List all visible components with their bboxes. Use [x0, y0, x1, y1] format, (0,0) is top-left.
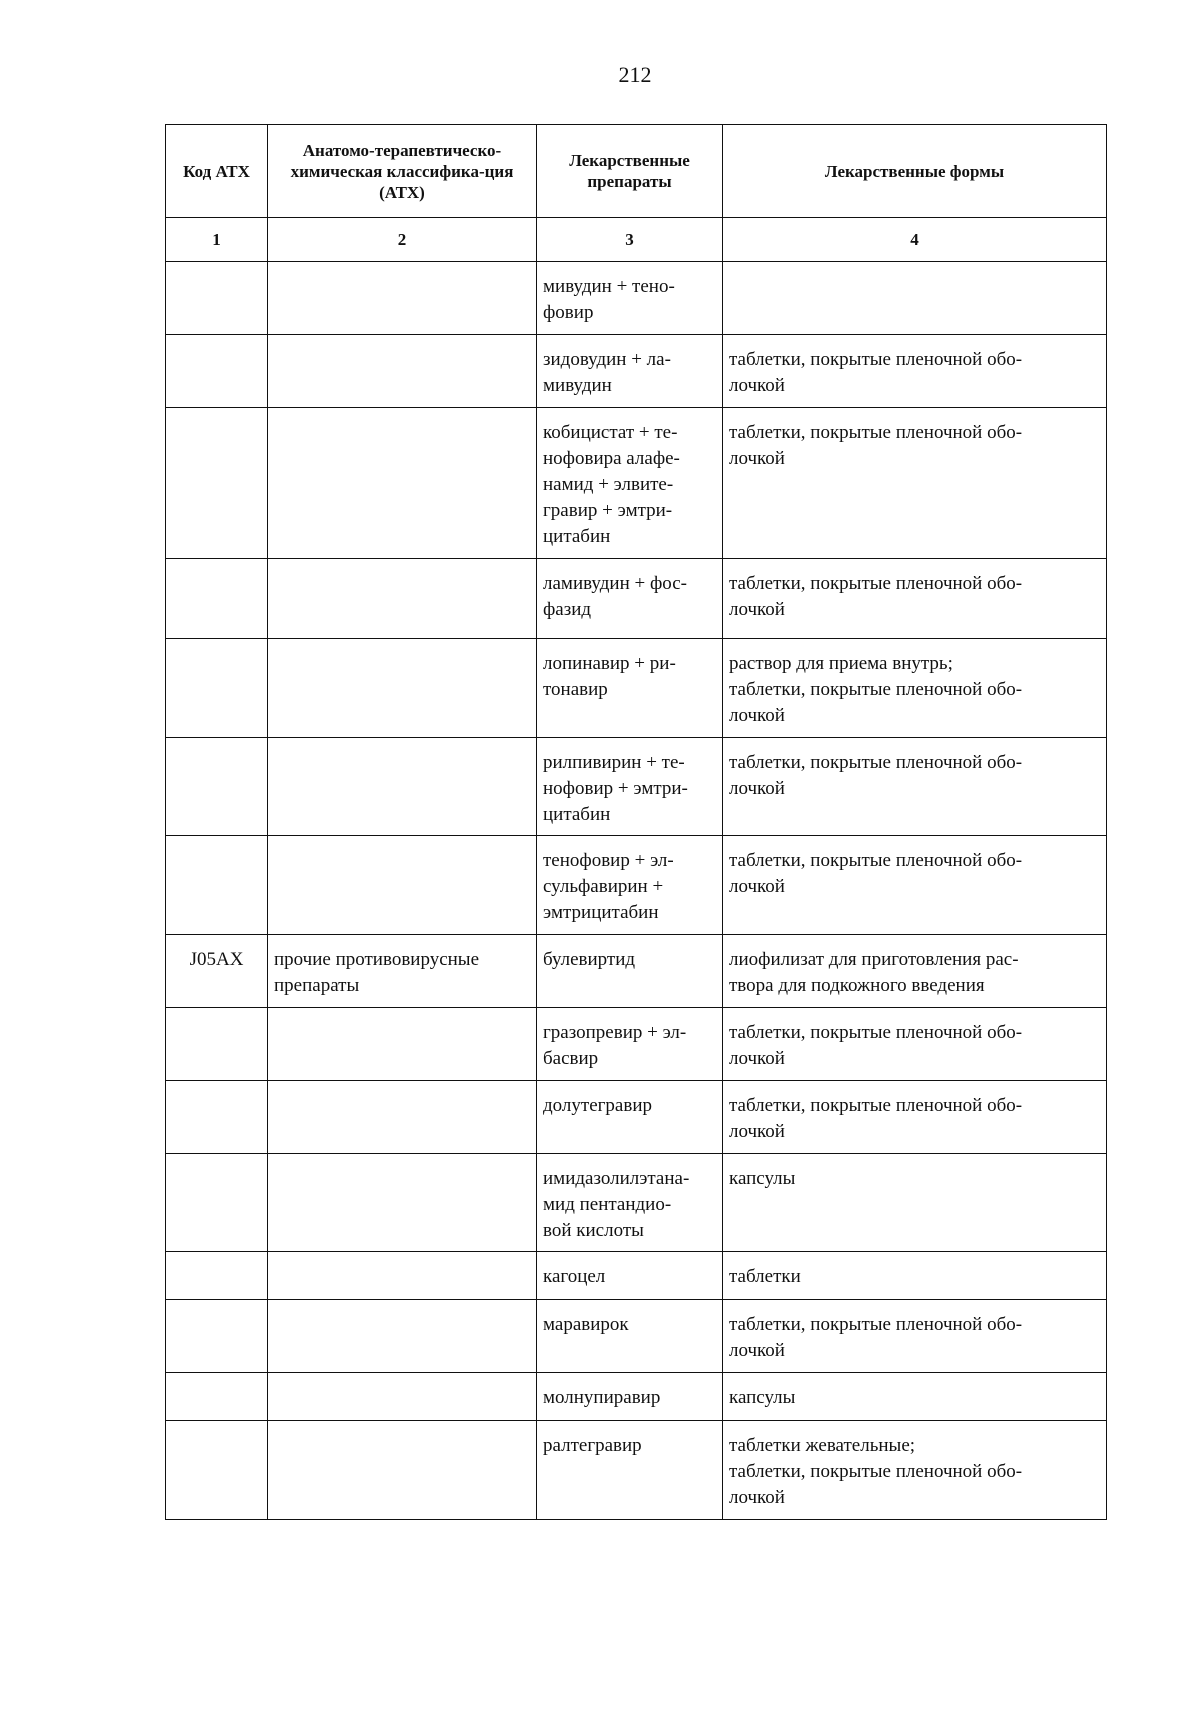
dosage-form-cell: таблетки, покрытые пленочной обо- лочкой — [723, 738, 1107, 836]
table-row — [166, 935, 1107, 1008]
drug-name-cell: мивудин + тено- фовир — [537, 262, 723, 335]
drug-name-cell: ламивудин + фос- фазид — [537, 559, 723, 639]
drug-name-cell: молнупиравир — [537, 1373, 723, 1421]
drug-name-cell: имидазолилэтана- мид пентандио- вой кислоты — [537, 1154, 723, 1252]
table-row — [166, 335, 1107, 408]
column-number-row — [166, 218, 1107, 262]
table-row — [166, 1252, 1107, 1300]
classification-cell — [268, 408, 537, 559]
drug-name-cell: булевиртид — [537, 935, 723, 1008]
drug-name-cell: кагоцел — [537, 1252, 723, 1300]
atx-code-cell — [166, 1008, 268, 1081]
atx-code-cell — [166, 408, 268, 559]
classification-cell — [268, 335, 537, 408]
classification-cell — [268, 1008, 537, 1081]
classification-cell — [268, 1252, 537, 1300]
dosage-form-cell: таблетки, покрытые пленочной обо- лочкой — [723, 408, 1107, 559]
table-header-row — [166, 125, 1107, 218]
table-row — [166, 559, 1107, 639]
classification-cell — [268, 1300, 537, 1373]
classification-cell — [268, 1081, 537, 1154]
dosage-form-cell: капсулы — [723, 1154, 1107, 1252]
header-code: Код АТХ — [166, 125, 268, 218]
atx-code-cell — [166, 262, 268, 335]
classification-cell — [268, 1373, 537, 1421]
table-row — [166, 1081, 1107, 1154]
dosage-form-cell: таблетки, покрытые пленочной обо- лочкой — [723, 1300, 1107, 1373]
dosage-form-cell: лиофилизат для приготовления рас- твора для подкожного введения — [723, 935, 1107, 1008]
atx-code-cell — [166, 738, 268, 836]
atx-code-cell — [166, 559, 268, 639]
atx-code-cell: J05AX — [166, 935, 268, 1008]
atx-code-cell — [166, 1421, 268, 1520]
drug-name-cell: гразопревир + эл- басвир — [537, 1008, 723, 1081]
classification-cell: прочие противовирусные препараты — [268, 935, 537, 1008]
table-row — [166, 262, 1107, 335]
drug-name-cell: кобицистат + те- нофовира алафе- намид + элвите- гравир + эмтри- цитабин — [537, 408, 723, 559]
classification-cell — [268, 262, 537, 335]
header-forms: Лекарственные формы — [723, 125, 1107, 218]
table-row — [166, 1008, 1107, 1081]
table-row — [166, 408, 1107, 559]
classification-cell — [268, 1154, 537, 1252]
atx-code-cell — [166, 1081, 268, 1154]
drug-name-cell: ралтегравир — [537, 1421, 723, 1520]
table-row — [166, 1421, 1107, 1520]
dosage-form-cell: таблетки жевательные; таблетки, покрытые пленочной обо- лочкой — [723, 1421, 1107, 1520]
table-row — [166, 639, 1107, 738]
column-number: 1 — [166, 218, 268, 262]
dosage-form-cell: таблетки — [723, 1252, 1107, 1300]
atx-code-cell — [166, 836, 268, 935]
drug-name-cell: лопинавир + ри- тонавир — [537, 639, 723, 738]
drug-name-cell: зидовудин + ла- мивудин — [537, 335, 723, 408]
atx-drug-table — [165, 124, 1107, 1520]
atx-code-cell — [166, 335, 268, 408]
classification-cell — [268, 639, 537, 738]
drug-name-cell: долутегравир — [537, 1081, 723, 1154]
atx-code-cell — [166, 639, 268, 738]
drug-name-cell: маравирок — [537, 1300, 723, 1373]
column-number: 2 — [268, 218, 537, 262]
drug-name-cell: рилпивирин + те- нофовир + эмтри- цитабин — [537, 738, 723, 836]
dosage-form-cell: таблетки, покрытые пленочной обо- лочкой — [723, 559, 1107, 639]
table-row — [166, 738, 1107, 836]
atx-code-cell — [166, 1373, 268, 1421]
table-row — [166, 1373, 1107, 1421]
column-number: 3 — [537, 218, 723, 262]
classification-cell — [268, 738, 537, 836]
dosage-form-cell — [723, 262, 1107, 335]
classification-cell — [268, 559, 537, 639]
table-row — [166, 1154, 1107, 1252]
page-number: 212 — [618, 62, 652, 87]
dosage-form-cell: таблетки, покрытые пленочной обо- лочкой — [723, 1081, 1107, 1154]
dosage-form-cell: таблетки, покрытые пленочной обо- лочкой — [723, 335, 1107, 408]
classification-cell — [268, 836, 537, 935]
header-drugs: Лекарственные препараты — [537, 125, 723, 218]
table-row — [166, 836, 1107, 935]
atx-code-cell — [166, 1252, 268, 1300]
drug-name-cell: тенофовир + эл- сульфавирин + эмтрицитабин — [537, 836, 723, 935]
dosage-form-cell: капсулы — [723, 1373, 1107, 1421]
column-number: 4 — [723, 218, 1107, 262]
dosage-form-cell: таблетки, покрытые пленочной обо- лочкой — [723, 1008, 1107, 1081]
dosage-form-cell: таблетки, покрытые пленочной обо- лочкой — [723, 836, 1107, 935]
atx-code-cell — [166, 1300, 268, 1373]
classification-cell — [268, 1421, 537, 1520]
atx-code-cell — [166, 1154, 268, 1252]
dosage-form-cell: раствор для приема внутрь; таблетки, покрытые пленочной обо- лочкой — [723, 639, 1107, 738]
table-row — [166, 1300, 1107, 1373]
header-classification: Анатомо-терапевтическо-химическая классифика-ция (АТХ) — [268, 125, 537, 218]
